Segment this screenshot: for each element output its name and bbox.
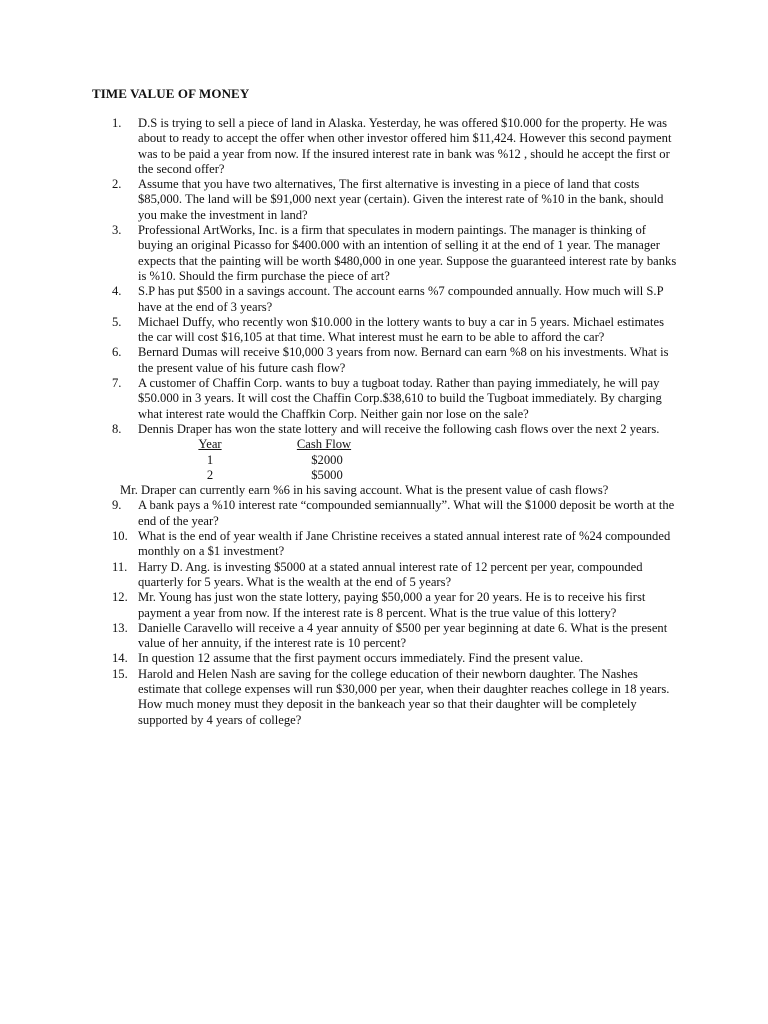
question-item: [112, 667, 678, 728]
question-text: Professional ArtWorks, Inc. is a firm that speculates in modern paintings. The manager is thinking of buying an original Picasso for $400.000 with an intention of selling it at the end of 1 year. The manager expects that the painting will be worth $480,000 in one year. Suppose the guaranteed interest rate by banks is %10. Should the firm purchase the piece of art?: [138, 223, 677, 283]
cash-flow-column-header: Cash Flow: [296, 437, 352, 452]
question-number: 2.: [112, 177, 122, 192]
question-item: [112, 345, 678, 376]
question-text: Michael Duffy, who recently won $10.000 in the lottery wants to buy a car in 5 years. Michael estimates the car will cost $16,105 at that time. What interest must he earn to be able to afford the car?: [138, 314, 664, 345]
question-item: [112, 376, 678, 422]
question-item: [112, 560, 678, 591]
year-cell: 2: [206, 467, 214, 482]
question-item: [112, 590, 678, 621]
question-number: 1.: [112, 116, 122, 130]
question-number: 5.: [112, 314, 122, 329]
question-item: [112, 315, 678, 346]
question-number: 15.: [112, 666, 128, 681]
question-text: Danielle Caravello will receive a 4 year annuity of $500 per year beginning at date 6. What is the present value of her annuity, if the interest rate is 10 percent?: [138, 620, 668, 651]
question-text: Mr. Young has just won the state lottery, paying $50,000 a year for 20 years. He is to receive his first payment a year from now. If the interest rate is 8 percent. What is the true value of this lottery?: [138, 590, 646, 620]
question-text: Harry D. Ang. is investing $5000 at a stated annual interest rate of 12 percent per year, compounded quarterly for 5 years. What is the wealth at the end of 5 years?: [138, 559, 643, 589]
question-item: [112, 116, 678, 177]
question-text: D.S is trying to sell a piece of land in Alaska. Yesterday, he was offered $10.000 for the property. He was about to ready to accept the offer when other investor offered him $11,424. However this second payment was to be paid a year from now. If the insured interest rate in bank was %12 , should he accept the first or the second offer?: [138, 116, 672, 176]
cash-flow-table: [195, 437, 678, 483]
question-number: 7.: [112, 376, 122, 391]
question-8-continuation: Mr. Draper can currently earn %6 in his saving account. What is the present value of cash flows?: [120, 483, 609, 498]
question-number: 14.: [112, 651, 128, 666]
question-number: 13.: [112, 620, 128, 635]
question-number: 6.: [112, 345, 122, 360]
cash-flow-cell: $5000: [311, 467, 343, 482]
year-column-header: Year: [198, 437, 222, 452]
question-item: [112, 177, 678, 223]
question-text: Dennis Draper has won the state lottery and will receive the following cash flows over the next 2 years.: [138, 421, 660, 436]
cash-flow-header-row: [195, 437, 678, 452]
question-number: 4.: [112, 284, 122, 299]
question-item: [112, 284, 678, 315]
question-number: 11.: [112, 559, 128, 574]
question-text: Assume that you have two alternatives, The first alternative is investing in a piece of land that costs $85,000. The land will be $91,000 next year (certain). Given the interest rate of %10 in the bank, should you make the investment in land?: [138, 177, 664, 222]
question-text: Harold and Helen Nash are saving for the college education of their newborn daughter. The Nashes estimate that college expenses will run $30,000 per year, when their daughter reaches college in 18 years. How much money must they deposit in the bankeach year so that their daughter will be completely supported by 4 years of college?: [138, 666, 670, 727]
question-number: 10.: [112, 529, 128, 544]
question-number: 9.: [112, 498, 122, 513]
page-title: TIME VALUE OF MONEY: [92, 86, 250, 101]
question-item: [112, 422, 678, 483]
cash-flow-row: [195, 453, 678, 468]
question-text: What is the end of year wealth if Jane Christine receives a stated annual interest rate of %24 compounded monthly on a $1 investment?: [138, 529, 671, 559]
year-cell: 1: [206, 452, 214, 467]
question-item: [112, 621, 678, 652]
cash-flow-cell: $2000: [311, 452, 343, 467]
question-number: 12.: [112, 590, 128, 605]
question-number: 3.: [112, 223, 122, 238]
question-item: [112, 651, 678, 666]
question-item: [112, 498, 678, 529]
question-number: 8.: [112, 421, 122, 436]
question-text: Bernard Dumas will receive $10,000 3 years from now. Bernard can earn %8 on his investments. What is the present value of his future cash flow?: [138, 345, 669, 375]
cash-flow-row: [195, 468, 678, 483]
question-text: A customer of Chaffin Corp. wants to buy a tugboat today. Rather than paying immediately, he will pay $50.000 in 3 years. It will cost the Chaffin Corp.$38,610 to build the Tugboat immediately. By charging what interest rate would the Chaffkin Corp. Neither gain nor lose on the sale?: [138, 376, 662, 421]
question-text: A bank pays a %10 interest rate “compounded semiannually”. What will the $1000 deposit be worth at the end of the year?: [138, 498, 675, 528]
question-list: [112, 116, 678, 728]
question-item: [112, 223, 678, 284]
question-text: In question 12 assume that the first payment occurs immediately. Find the present value.: [138, 651, 584, 666]
question-item: [112, 529, 678, 560]
question-text: S.P has put $500 in a savings account. The account earns %7 compounded annually. How much will S.P have at the end of 3 years?: [138, 284, 664, 314]
